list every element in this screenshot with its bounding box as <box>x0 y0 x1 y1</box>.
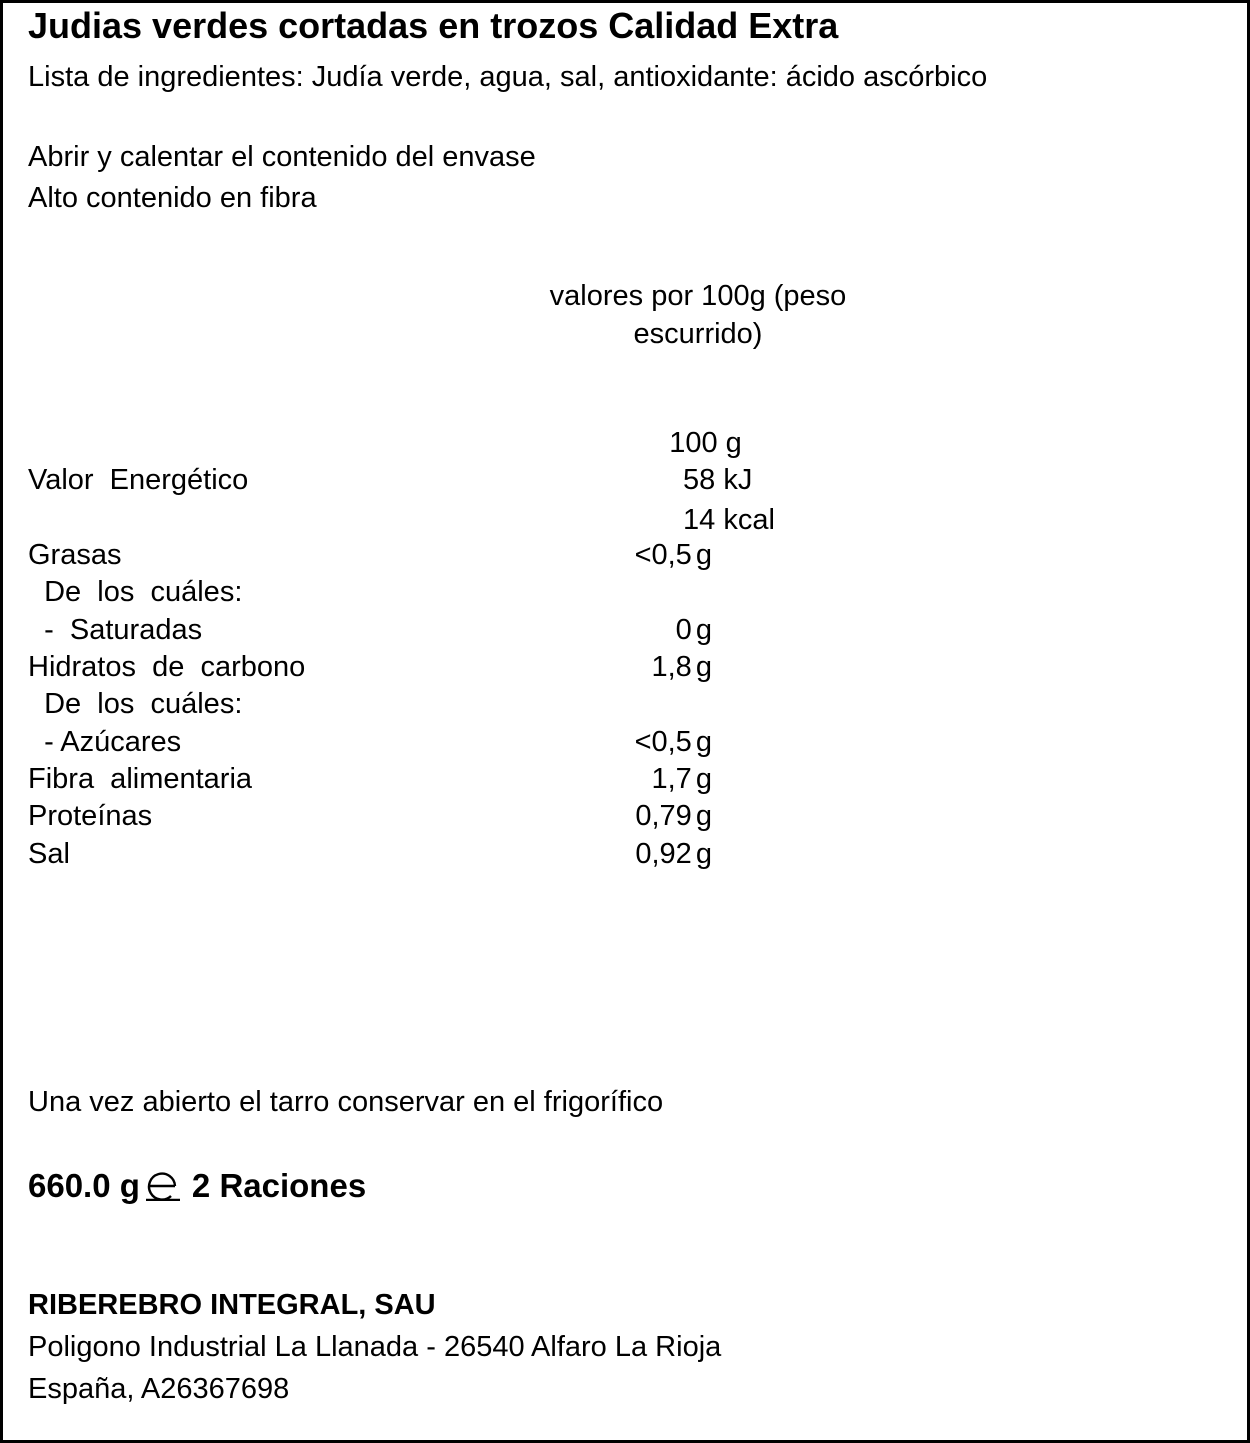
nutrition-row-value: 0,79 g <box>635 800 712 832</box>
company-name: RIBEREBRO INTEGRAL, SAU <box>28 1289 436 1321</box>
product-title: Judias verdes cortadas en trozos Calidad Extra <box>28 5 839 46</box>
net-weight: 660.0 g <box>28 1167 140 1204</box>
nutrition-header-line1: valores por 100g (peso <box>549 280 847 312</box>
nutrition-row-label: Fibra alimentaria <box>28 763 253 795</box>
nutrition-header <box>523 277 873 353</box>
nutrition-row-label: Sal <box>28 838 70 870</box>
nutrition-row-value: 1,7 g <box>651 763 712 795</box>
company-country-id: España, A26367698 <box>28 1373 290 1405</box>
nutrition-row-value: 14 kcal <box>683 504 775 536</box>
nutrition-row-value: 0 g <box>675 614 712 646</box>
nutrition-row-label: Hidratos de carbono <box>28 651 306 683</box>
storage-instructions: Una vez abierto el tarro conservar en el frigorífico <box>28 1086 664 1118</box>
nutrition-column-label: 100 g <box>669 427 742 459</box>
nutrition-row-value: <0,5 g <box>634 539 712 571</box>
estimated-sign-icon <box>144 1169 182 1201</box>
nutrition-row-label: - Azúcares <box>28 726 182 758</box>
nutrition-row-value: <0,5 g <box>634 726 712 758</box>
nutrition-row-label: - Saturadas <box>28 614 203 646</box>
nutrition-row-label: Grasas <box>28 539 122 571</box>
preparation-instructions: Abrir y calentar el contenido del envase <box>28 141 536 173</box>
nutrition-row-label: De los cuáles: <box>28 576 243 608</box>
nutrition-row-value: 58 kJ <box>683 464 753 496</box>
portions: 2 Raciones <box>191 1167 367 1204</box>
nutrition-row-value: 0,92 g <box>635 838 712 870</box>
nutrition-row-label: Proteínas <box>28 800 153 832</box>
nutrition-row-label: Valor Energético <box>28 464 249 496</box>
nutrition-row-value: 1,8 g <box>651 651 712 683</box>
nutrition-claim: Alto contenido en fibra <box>28 182 317 214</box>
ingredients-list: Lista de ingredientes: Judía verde, agua, sal, antioxidante: ácido ascórbico <box>28 61 988 93</box>
net-weight-line <box>28 1169 366 1202</box>
company-address: Poligono Industrial La Llanada - 26540 Alfaro La Rioja <box>28 1331 722 1363</box>
nutrition-header-line2: escurrido) <box>633 318 763 350</box>
nutrition-row-label: De los cuáles: <box>28 688 243 720</box>
